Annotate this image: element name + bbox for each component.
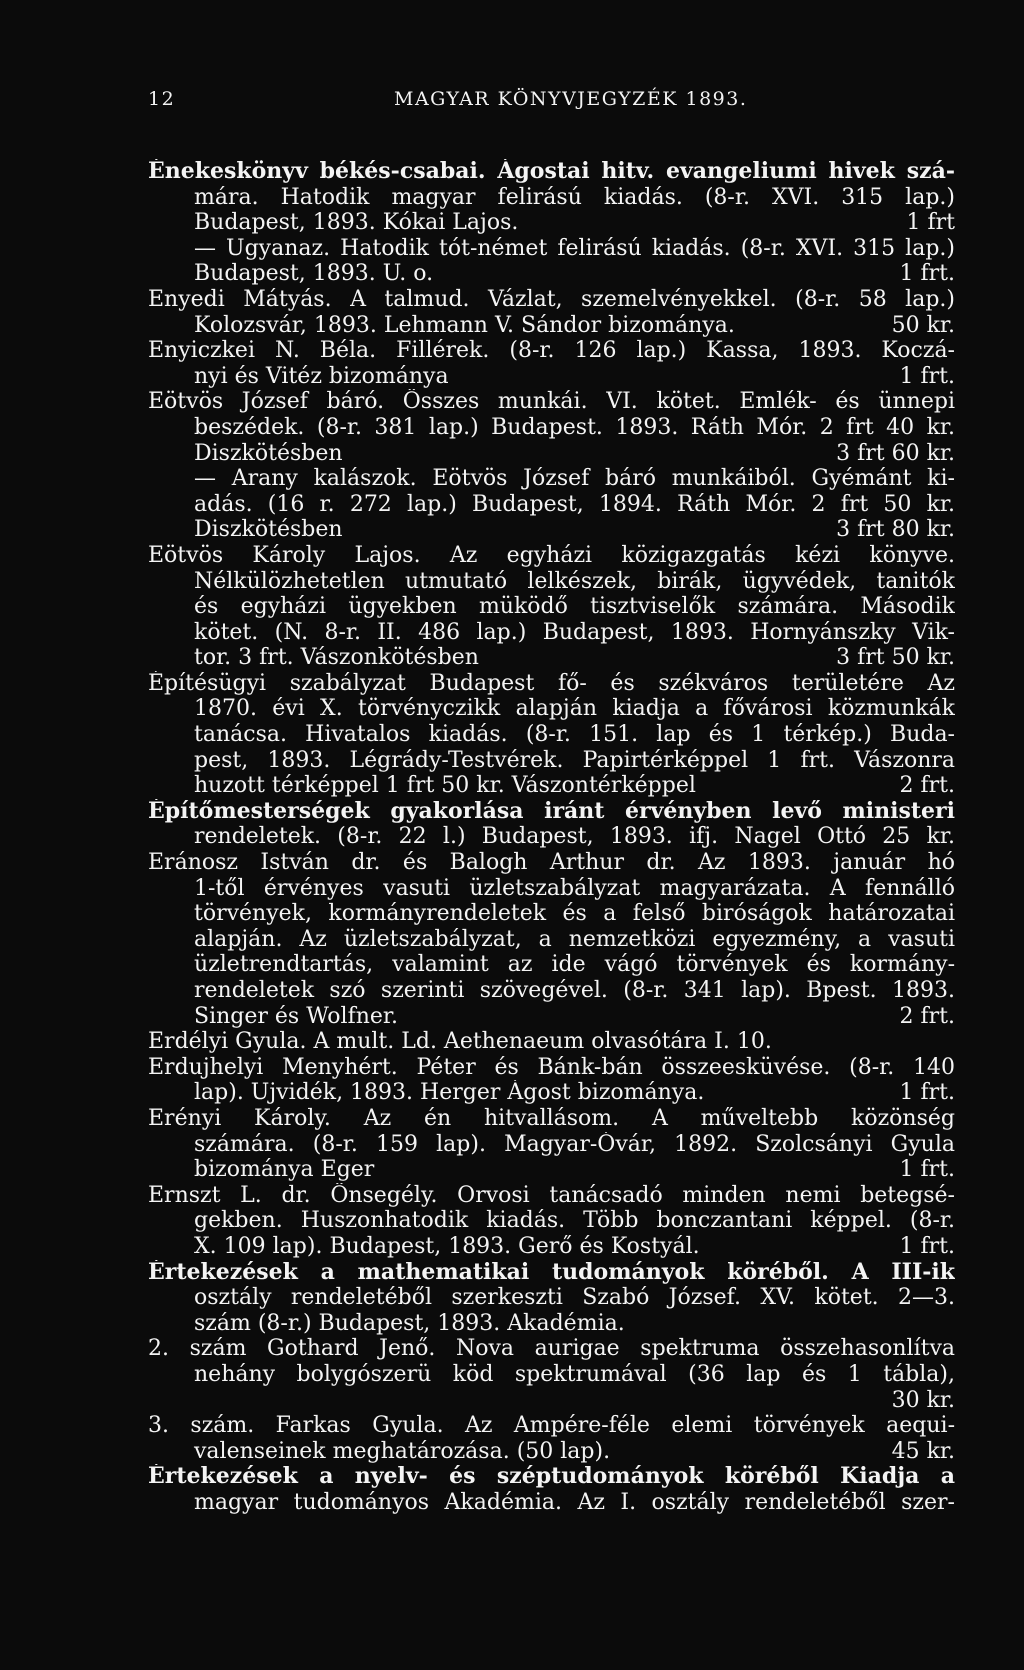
entry-text: Kolozsvár, 1893. Lehmann V. Sándor bizománya. — [194, 312, 735, 338]
entry-price: 45 kr. — [891, 1438, 955, 1464]
entry-line: Eötvös József báró. Összes munkái. VI. kötet. Emlék- és ünnepi — [148, 389, 955, 415]
entry-line: számára. (8-r. 159 lap). Magyar-Óvár, 1892. Szolcsányi Gyula — [194, 1131, 955, 1157]
entry-line: Építésügyi szabályzat Budapest fő- és székváros területére Az — [148, 670, 955, 696]
entry-line — [148, 645, 955, 671]
entry-price: 1 frt. — [899, 1157, 955, 1183]
entry-price: 1 frt. — [899, 363, 955, 389]
entry-price: 3 frt 80 kr. — [836, 517, 955, 543]
entry-price: 1 frt. — [899, 1233, 955, 1259]
entry-text: tor. 3 frt. Vászonkötésben — [194, 645, 479, 671]
entry-line — [148, 1388, 955, 1414]
page-header — [148, 88, 948, 118]
entry-line: 1870. évi X. törvényczikk alapján kiadja a fővárosi közmunkák — [194, 696, 955, 722]
entry-line: Ernszt L. dr. Önsegély. Orvosi tanácsadó minden nemi betegsé- — [148, 1182, 955, 1208]
entry-price: 1 frt. — [899, 1080, 955, 1106]
entry-price: 50 kr. — [891, 312, 955, 338]
running-title: MAGYAR KÖNYVJEGYZÉK 1893. — [394, 88, 748, 110]
entry-line: osztály rendeletéből szerkeszti Szabó József. XV. kötet. 2—3. — [194, 1285, 955, 1311]
entry-line — [148, 517, 955, 543]
entry-line: Enyedi Mátyás. A talmud. Vázlat, szemelvényekkel. (8-r. 58 lap.) — [148, 286, 955, 312]
entry-line: nehány bolygószerü köd spektrumával (36 lap és 1 tábla), — [194, 1361, 955, 1387]
entry-line: és egyházi ügyekben müködő tisztviselők számára. Második — [194, 594, 955, 620]
entry-line: — Ugyanaz. Hatodik tót-német felirású kiadás. (8-r. XVI. 315 lap.) — [194, 235, 955, 261]
entry-line — [148, 1004, 955, 1030]
entry-price: 2 frt. — [899, 773, 955, 799]
entry-text: X. 109 lap). Budapest, 1893. Gerő és Kostyál. — [194, 1233, 700, 1259]
entry-line: 2. szám Gothard Jenő. Nova aurigae spektruma összehasonlítva — [148, 1336, 955, 1362]
entry-line: rendeletek. (8-r. 22 l.) Budapest, 1893. ifj. Nagel Ottó 25 kr. — [194, 824, 955, 850]
entry-price: 3 frt 50 kr. — [836, 645, 955, 671]
entry-text: Diszkötésben — [194, 517, 343, 543]
entry-line: Erényi Károly. Az én hitvallásom. A műveltebb közönség — [148, 1105, 955, 1131]
entry-text: huzott térképpel 1 frt 50 kr. Vászontérképpel — [194, 773, 696, 799]
entry-line: pest, 1893. Légrády-Testvérek. Papirtérképpel 1 frt. Vászonra — [194, 747, 955, 773]
entry-line: szám (8-r.) Budapest, 1893. Akadémia. — [194, 1310, 625, 1336]
entry-line: üzletrendtartás, valamint az ide vágó törvények és kormány- — [194, 952, 955, 978]
entry-line: 1-től érvényes vasuti üzletszabályzat magyarázata. A fennálló — [194, 875, 955, 901]
entry-line — [148, 1234, 955, 1260]
entry-line: adás. (16 r. 272 lap.) Budapest, 1894. Ráth Mór. 2 frt 50 kr. — [194, 491, 955, 517]
entry-line: Eránosz István dr. és Balogh Arthur dr. Az 1893. január hó — [148, 850, 955, 876]
entry-text: bizománya Eger — [194, 1157, 375, 1183]
entry-line: 3. szám. Farkas Gyula. Az Ampére-féle elemi törvények aequi- — [148, 1413, 955, 1439]
entry-line — [148, 364, 955, 390]
entry-line: Értekezések a mathematikai tudományok köréből. A III-ik — [148, 1259, 955, 1285]
entry-text: Budapest, 1893. U. o. — [194, 261, 434, 287]
entry-line: Erdélyi Gyula. A mult. Ld. Aethenaeum olvasótára I. 10. — [148, 1029, 772, 1055]
entry-line: Építőmesterségek gyakorlása iránt érvényben levő ministeri — [148, 798, 955, 824]
entry-line: Értekezések a nyelv- és széptudományok köréből Kiadja a — [148, 1464, 955, 1490]
entry-line: alapján. Az üzletszabályzat, a nemzetközi egyezmény, a vasuti — [194, 926, 955, 952]
entry-line — [148, 210, 955, 236]
entry-line: kötet. (N. 8-r. II. 486 lap.) Budapest, 1893. Hornyánszky Vik- — [194, 619, 955, 645]
entry-line — [148, 261, 955, 287]
entry-price: 1 frt. — [899, 261, 955, 287]
entry-text: valenseinek meghatározása. (50 lap). — [194, 1438, 611, 1464]
entry-line — [148, 313, 955, 339]
entry-line: beszédek. (8-r. 381 lap.) Budapest. 1893. Ráth Mór. 2 frt 40 kr. — [194, 414, 955, 440]
entry-line — [148, 1439, 955, 1465]
entry-line: Nélkülözhetetlen utmutató lelkészek, birák, ügyvédek, tanitók — [194, 568, 955, 594]
entry-line: Eötvös Károly Lajos. Az egyházi közigazgatás kézi könyve. — [148, 542, 955, 568]
entry-text: nyi és Vitéz bizománya — [194, 363, 449, 389]
entry-line: Énekeskönyv békés-csabai. Ágostai hitv. evangeliumi hivek szá- — [148, 159, 955, 184]
entry-price: 1 frt — [906, 210, 955, 236]
entry-line: tanácsa. Hivatalos kiadás. (8-r. 151. lap és 1 térkép.) Buda- — [194, 722, 955, 748]
entry-text: lap). Ujvidék, 1893. Herger Ágost bizománya. — [194, 1080, 705, 1106]
catalog-entries — [148, 159, 955, 1515]
entry-text: Singer és Wolfner. — [194, 1003, 399, 1029]
entry-line: — Arany kalászok. Eötvös József báró munkáiból. Gyémánt ki- — [194, 466, 955, 492]
entry-line: magyar tudományos Akadémia. Az I. osztály rendeletéből szer- — [194, 1489, 955, 1515]
entry-price: 30 kr. — [891, 1387, 955, 1413]
entry-line — [148, 441, 955, 467]
entry-price: 3 frt 60 kr. — [836, 440, 955, 466]
entry-line: Erdujhelyi Menyhért. Péter és Bánk-bán összeesküvése. (8-r. 140 — [148, 1054, 955, 1080]
entry-line: gekben. Huszonhatodik kiadás. Több bonczantani képpel. (8-r. — [194, 1208, 955, 1234]
entry-line — [148, 1157, 955, 1183]
entry-text: Diszkötésben — [194, 440, 343, 466]
entry-line: mára. Hatodik magyar felirású kiadás. (8-r. XVI. 315 lap.) — [194, 184, 955, 210]
entry-line — [148, 1080, 955, 1106]
entry-line: törvények, kormányrendeletek és a felső biróságok határozatai — [194, 901, 955, 927]
entry-line: Enyiczkei N. Béla. Fillérek. (8-r. 126 lap.) Kassa, 1893. Koczá- — [148, 338, 955, 364]
page-number: 12 — [148, 88, 176, 110]
entry-text: Budapest, 1893. Kókai Lajos. — [194, 210, 519, 236]
entry-price: 2 frt. — [899, 1003, 955, 1029]
entry-line — [148, 773, 955, 799]
entry-line: rendeletek szó szerinti szövegével. (8-r. 341 lap). Bpest. 1893. — [194, 978, 955, 1003]
